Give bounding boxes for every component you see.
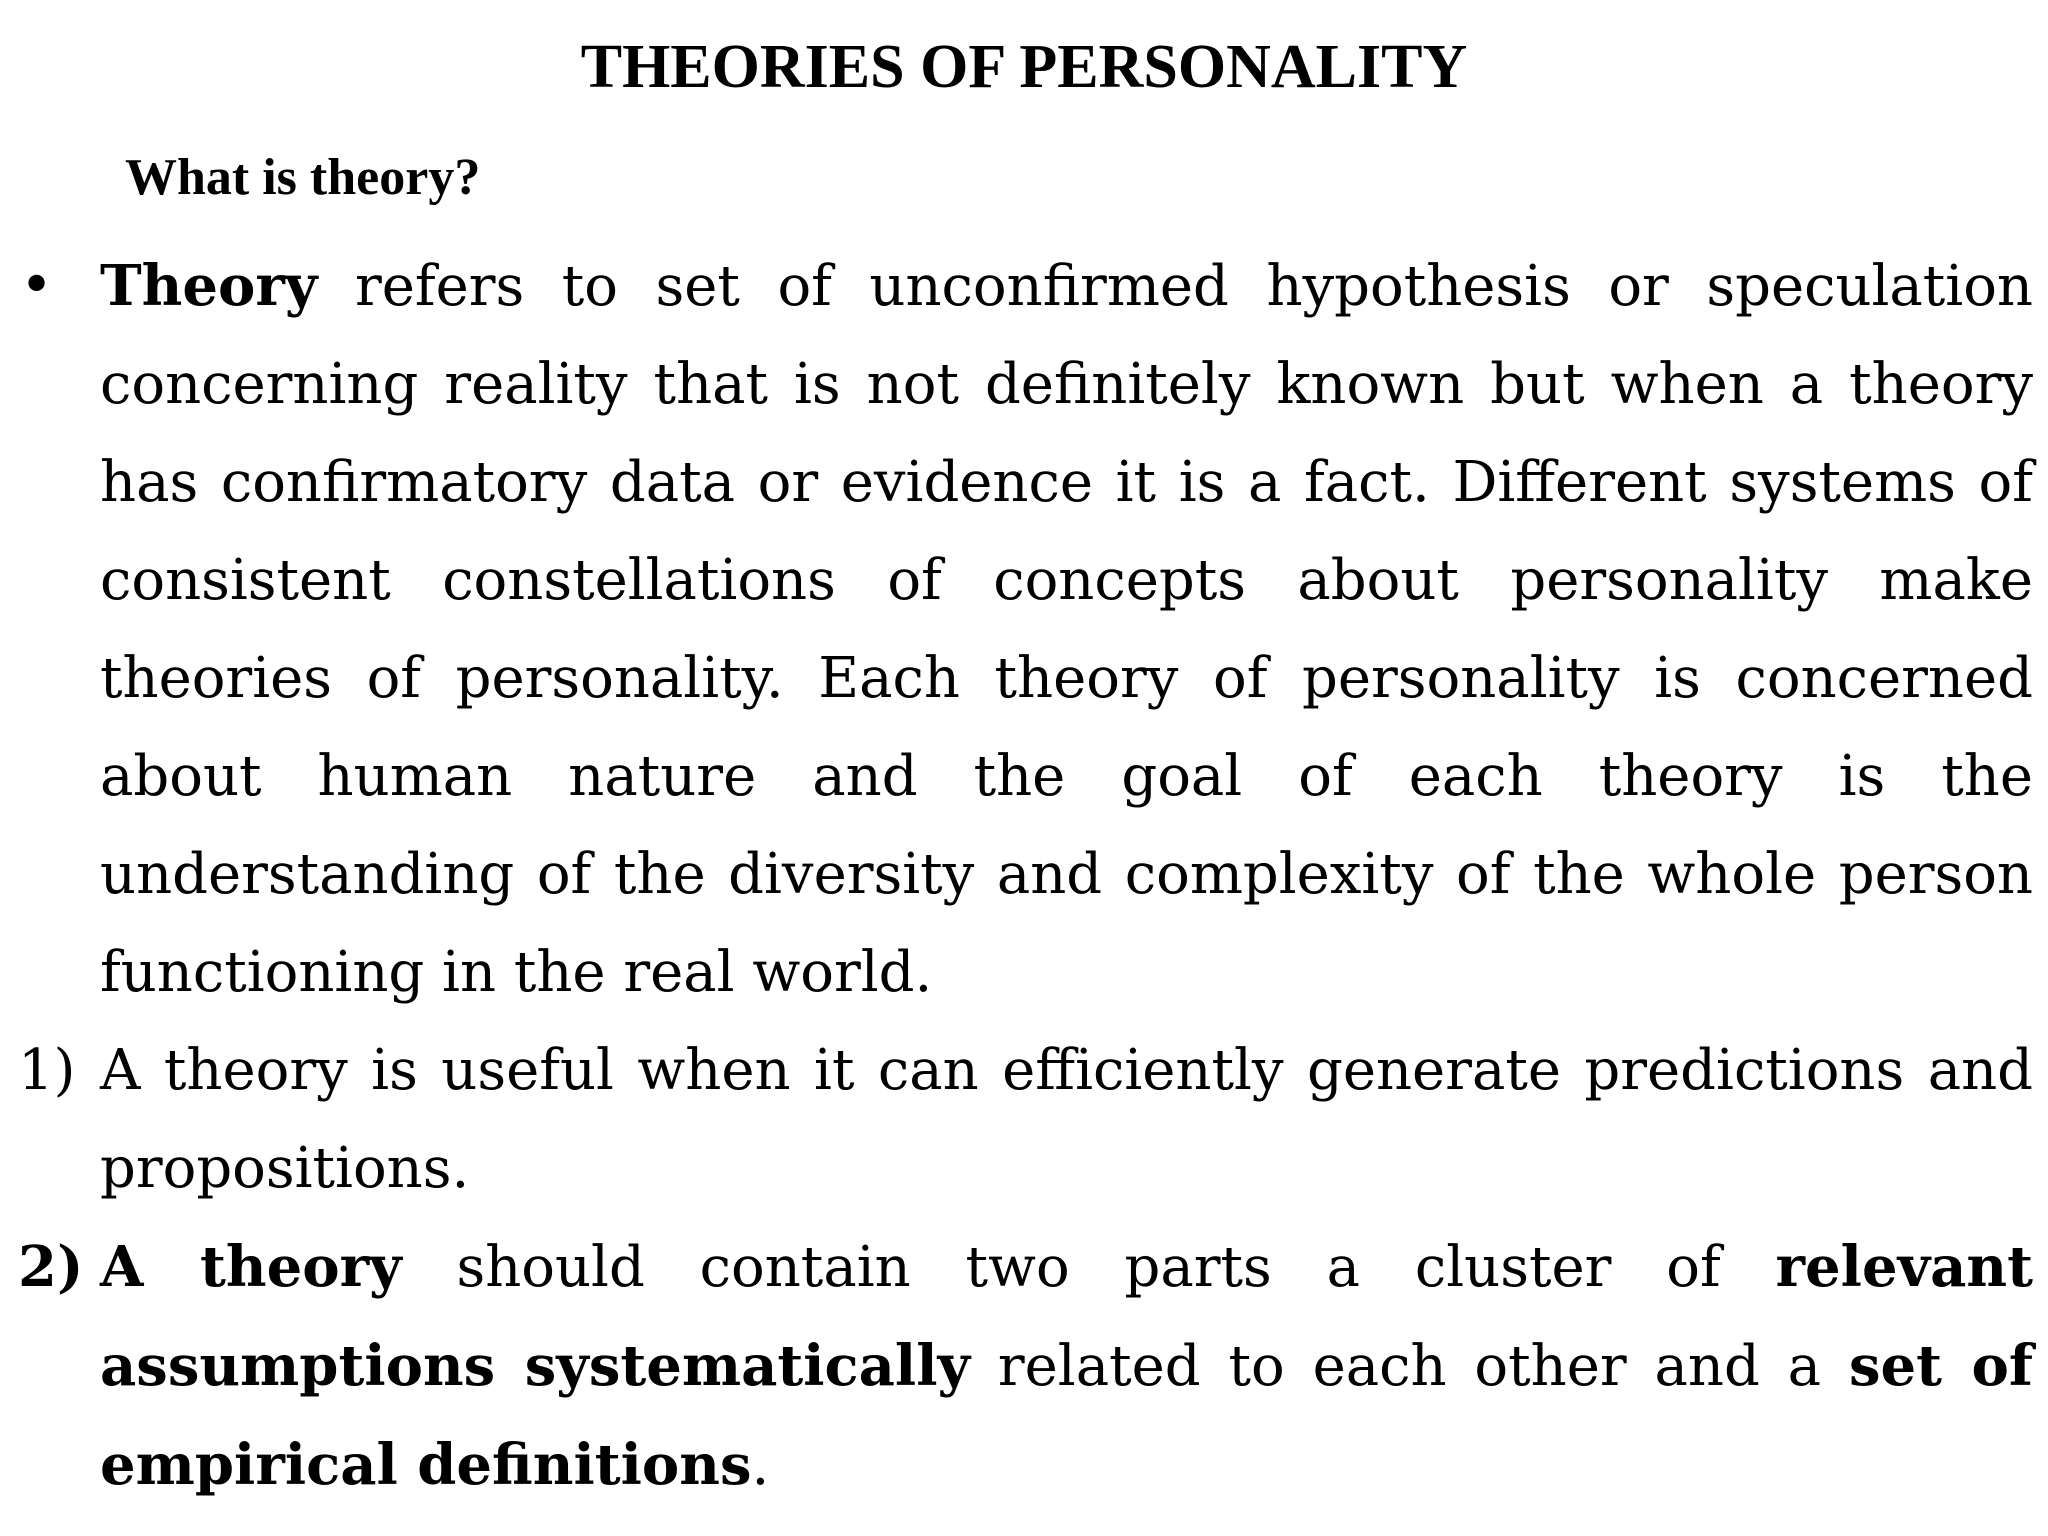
item-2-text-c: related to each other and a (970, 1334, 1849, 1399)
item-2-text-e: . (751, 1433, 770, 1498)
item-1-text: A theory is useful when it can efficiently generate predictions and propositions. (100, 1038, 2033, 1201)
slide-subtitle: What is theory? (125, 149, 481, 206)
number-marker-1: 1) (18, 1038, 76, 1103)
bold-term-set-of-empirical-definitions: set of empirical definitions (100, 1333, 2033, 1498)
bullet-item-theory-definition (0, 237, 2048, 1022)
slide-content (0, 237, 2048, 1515)
bold-term-relevant-assumptions: relevant assumptions systematically (100, 1234, 2033, 1399)
bold-term-theory: Theory (100, 253, 318, 319)
slide-title: THEORIES OF PERSONALITY (580, 33, 1468, 101)
number-marker-2: 2) (18, 1234, 84, 1300)
bullet-marker: • (20, 253, 54, 318)
numbered-item-2 (0, 1218, 2048, 1515)
item-2-text-a: should contain two parts a cluster of (401, 1235, 1776, 1300)
numbered-item-1 (0, 1022, 2048, 1218)
bold-term-a-theory: A theory (100, 1234, 402, 1300)
bullet-text: refers to set of unconfirmed hypothesis or speculation concerning reality that is not definitely known but when a theory has confirmatory data or evidence it is a fact. Different systems of consistent constellations of concepts about personality make theories of personality. Each theory of personality is concerned about human nature and the goal of each theory is the understanding of the diversity and complexity of the whole person functioning in the real world. (100, 254, 2033, 1005)
